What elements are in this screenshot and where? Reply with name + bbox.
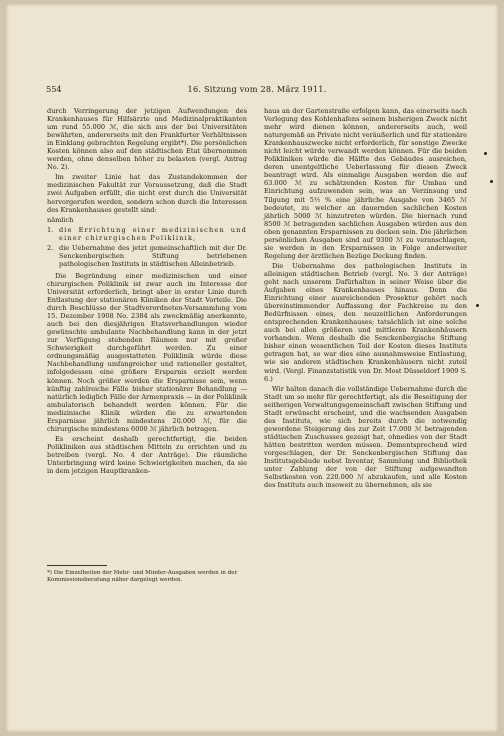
list-item-text: die Errichtung einer medizinischen und einer chirurgischen Poliklinik, (59, 225, 247, 242)
left-column (47, 107, 247, 477)
list-item (47, 226, 247, 242)
paragraph: durch Verringerung der jetzigen Aufwendungen des Krankenhauses für Hilfsärzte und Medizinalpraktikanten um rund 55.000 ℳ, die sich aus der bei Universitäten bewährten, andererseits mit den Frankfurter Verhältnissen in Einklang gebrachten Regelung ergibt*). Die persönlichen Kosten können also auf den städtischen Etat übernommen werden, ohne denselben höher zu belasten (vergl. Antrag No. 2). (47, 107, 247, 172)
list-item-number: 2. (47, 243, 54, 252)
list-item (47, 244, 247, 268)
paragraph: Im zweiter Linie hat das Zustandekommen der medizinischen Fakultät zur Voraussetzung, daß die Stadt zwei Aufgaben erfüllt, die nicht erst durch die Universität hervorgerufen werden, sondern schon durch die Interessen des Krankenhauses gestellt sind: (47, 173, 247, 214)
running-title: 16. Sitzung vom 28. März 1911. (187, 84, 327, 94)
proposal-list (47, 226, 247, 268)
page-header (46, 84, 468, 98)
paragraph: Die Begründung einer medizinischen und einer chirurgischen Poliklinik ist zwar auch im Interesse der Universität erforderlich, bringt aber in erster Linie durch Entlastung der stationären Kliniken der Stadt Vorteile. Die durch Beschlüsse der Stadtverordneten-Versammlung vom 15. Dezember 1908 No. 2384 als zweckmäßig anerkannte, auch bei den diesjährigen Etatsverhandlungen wieder gewünschte ambulante Nachbehandlung kann in der jetzt zur Verfügung stehenden Räumen nur mit großer Schwierigkeit durchgeführt werden. Zu einer ordnungsmäßig ausgestatteten Poliklinik würde diese Nachbehandlung umfangreicher und rationeller gestaltet, infolgedessen eine größere Ersparnis erzielt werden können. Noch größer werden die Ersparnisse sein, wenn künftig zahlreiche Fälle bisher stationärer Behandlung — natürlich lediglich Fälle der Armenpraxis — in der Poliklinik ambulatorisch behandelt werden können. Für die medizinische Klinik würden die zu erwartenden Ersparnisse jährlich mindestens 20.000 ℳ, für die chirurgische mindestens 6000 ℳ jährlich betragen. (47, 271, 247, 433)
paragraph: Die Uebernahme des pathologischen Instituts in alleinigen städtischen Betrieb (vergl. No. 3 der Anträge) geht nach unserem Dafürhalten in seiner Weise über die Aufgaben eines Krankenhauses hinaus. Denn die Einrichtung einer ausreichenden Prosektur gehört nach übereinstimmender Auffassung der Fachkreise zu den Bedürfnissen eines, den neuzeitlichen Anforderungen entsprechenden Krankenhauses; tatsächlich ist eine solche auch bei allen größeren und mittleren Krankenhäusern vorhanden. Wenn deshalb die Senckenbergische Stiftung bisher einen wesentlichen Teil der Kosten dieses Instituts getragen hat, so war dies eine ausnahmsweise Entlastung, wie sie anderen städtischen Krankenhäusern nicht zuteil wird. (Vergl. Finanzstatistik von Dr. Most Düsseldorf 1909 S. 6.) (264, 261, 467, 383)
paragraph: Wir halten danach die vollständige Uebernahme durch die Stadt um so mehr für gerechtfertigt, als die Beseitigung der seitherigen Verwaltungsgemeinschaft zwischen Stiftung und Stadt erwünscht erscheint, und die wachsenden Ausgaben des Instituts, wie sich bereits durch die notwendig gewordene Steigerung des zur Zeit 17.000 ℳ betragenden städtischen Zuschusses gezeigt hat, ohnedies von der Stadt hätten bestritten werden müssen. Dementsprechend wird vorgeschlagen, der Dr. Senckenbergischen Stiftung das Institutsgebäude nebst Inventar, Sammlung und Bibliothek unter Zahlung der von der Stiftung aufgewandten Selbstkosten von 220.000 ℳ abzukaufen, und alle Kosten des Instituts auch insoweit zu übernehmen, als sie (264, 384, 467, 490)
paragraph: Es erscheint deshalb gerechtfertigt, die beiden Polikliniken aus städtischen Mitteln zu errichten und zu betreiben (vergl. No. 4 der Anträge). Die räumliche Unterbringung wird keine Schwierigkeiten machen, da sie in dem jetzigen Hauptkranken- (47, 434, 247, 476)
list-item-text: die Uebernahme des jetzt gemeinschaftlich mit der Dr. Senckenbergischen Stiftung betriebenen pathologischen Instituts in städtischen Alleinbetrieb. (59, 243, 247, 268)
footnote-divider (47, 565, 107, 566)
margin-speck (476, 304, 479, 307)
page-number: 554 (46, 84, 62, 94)
footnote: *) Die Einzelheiten der Mehr- und Minder-Ausgaben werden in der Kommissionsberatung näher dargelegt werden. (47, 570, 238, 583)
right-column (264, 107, 467, 491)
document-page (6, 4, 498, 732)
namlich-label: nämlich (47, 215, 74, 224)
margin-speck (490, 180, 493, 183)
list-item-number: 1. (47, 225, 54, 234)
margin-speck (484, 152, 487, 155)
paragraph: haus an der Gartenstraße erfolgen kann, das einerseits nach Verlegung des Kohlenhafens seinem bisherigen Zweck nicht mehr wird dienen können, andererseits auch, weil naturgemäß an Private nicht veräußerlich und für stationäre Krankenhauszwecke nicht erforderlich, für sonstige Zwecke nicht leicht würde verwandt werden können. Für die beiden Polikliniken würde die Hälfte des Gebäudes ausreichen, deren unentgeltliche Ueberlassung für diesen Zweck beantragt wird. Als einmalige Ausgaben werden die auf 63.000 ℳ zu schätzenden Kosten für Umbau und Einrichtung aufzuwenden sein, was an Verzinsung und Tilgung mit 5½ % eine jährliche Ausgabe von 3465 ℳ bedeutet, zu welcher an dauernden sachlichen Kosten jährlich 5000 ℳ hinzutreten würden. Die hiernach rund 8500 ℳ betragenden sachlichen Ausgaben würden aus den oben genannten Ersparnissen zu decken sein. Die jährlichen persönlichen Ausgaben sind auf 9300 ℳ zu veranschlagen, sie werden in den Ersparnissen in Folge anderweiter Regelung der ärztlichen Bezüge Deckung finden. (264, 107, 467, 260)
